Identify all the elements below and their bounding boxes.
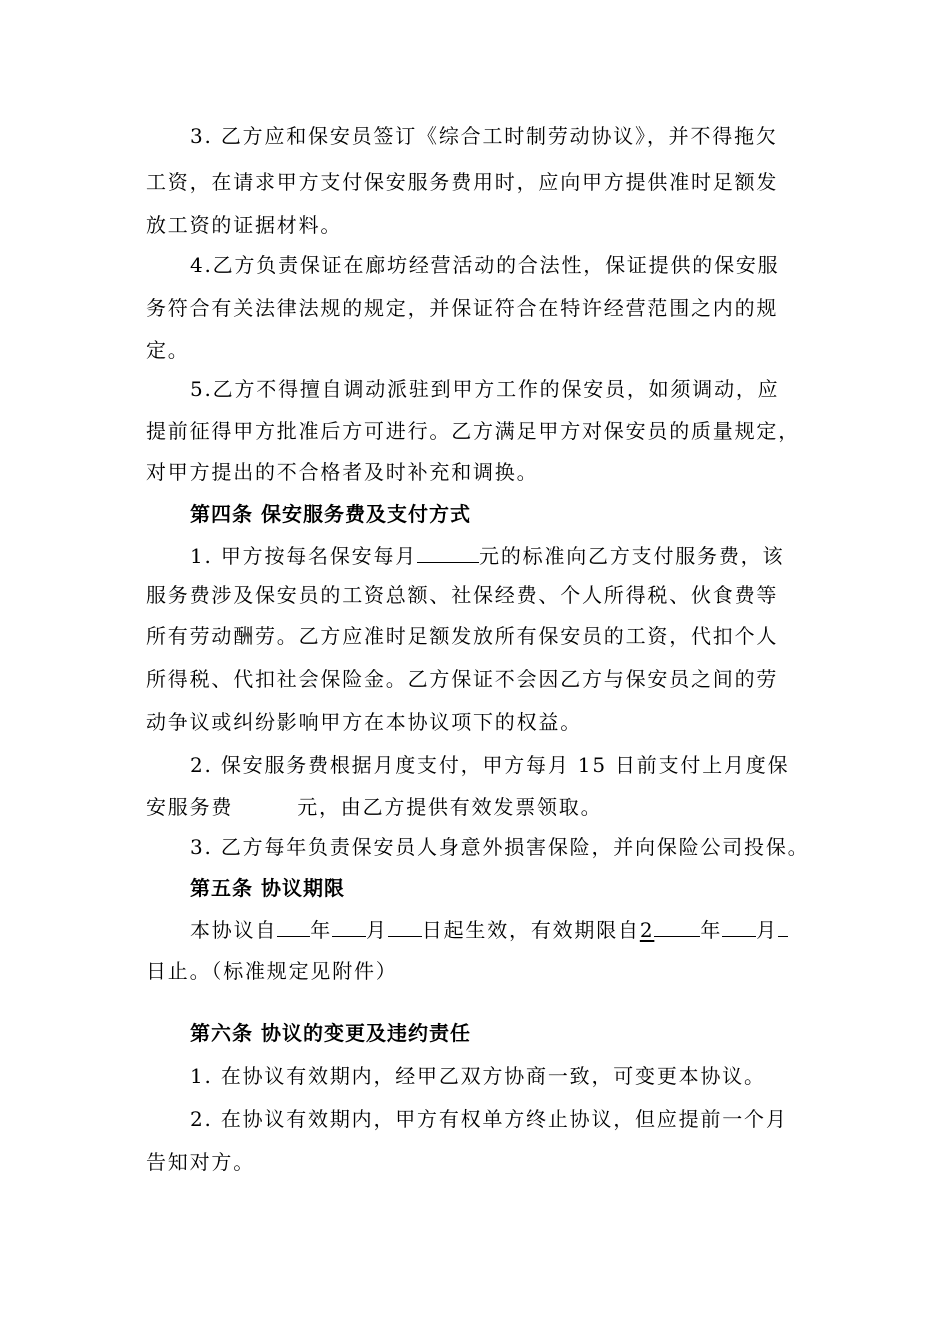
article-4-item-1-line-5: 动争议或纠纷影响甲方在本协议项下的权益。: [146, 710, 582, 734]
article-6-item-2-line-2: 告知对方。: [146, 1150, 255, 1174]
monthly-fee-blank[interactable]: [417, 540, 479, 563]
clause-3-item-5-line-3: 对甲方提出的不合格者及时补充和调换。: [146, 460, 539, 484]
clause-3-item-5-line-1: 5.乙方不得擅自调动派驻到甲方工作的保安员，如须调动，应: [190, 377, 780, 401]
article-6-heading: 第六条 协议的变更及违约责任: [190, 1021, 471, 1045]
article-5-line-1: [190, 914, 788, 944]
clause-3-item-3-line-3: 放工资的证据材料。: [146, 213, 343, 237]
article-5-text-d: 日起生效，有效期限自: [421, 918, 640, 942]
start-day-blank[interactable]: [388, 914, 422, 937]
article-5-text-c: 月: [366, 918, 388, 942]
start-month-blank[interactable]: [332, 914, 366, 937]
article-5-text-b: 年: [310, 918, 333, 942]
article-4-item-2-line-2: [146, 792, 602, 821]
end-year-blank[interactable]: [654, 914, 700, 937]
end-year-value: 2: [639, 918, 655, 942]
clause-3-item-4-line-2: 务符合有关法律法规的规定，并保证符合在特许经营范围之内的规: [146, 296, 779, 320]
article-4-item-3-line-1: 3. 乙方每年负责保安员人身意外损害保险，并向保险公司投保。: [190, 835, 810, 859]
article-5-text-f: 年: [700, 918, 723, 942]
article-5-heading: 第五条 协议期限: [190, 876, 345, 900]
start-year-blank[interactable]: [277, 914, 310, 937]
article-4-item-1-text-a: 1. 甲方按每名保安每月: [190, 544, 418, 568]
article-4-item-2-text-a: 安服务费: [146, 795, 234, 819]
end-day-blank[interactable]: [778, 914, 788, 937]
article-4-item-1-line-2: 服务费涉及保安员的工资总额、社保经费、个人所得税、伙食费等: [146, 583, 779, 607]
clause-3-item-5-line-2: 提前征得甲方批准后方可进行。乙方满足甲方对保安员的质量规定，: [146, 419, 800, 443]
article-4-item-1-line-1: [190, 540, 784, 570]
clause-3-item-3-line-2: 工资，在请求甲方支付保安服务费用时，应向甲方提供准时足额发: [146, 170, 779, 194]
article-4-item-1-text-b: 元的标准向乙方支付服务费，该: [479, 544, 785, 568]
article-4-item-2-line-1: 2. 保安服务费根据月度支付，甲方每月 15 日前支付上月度保: [190, 753, 790, 777]
article-4-item-1-line-4: 所得税、代扣社会保险金。乙方保证不会因乙方与保安员之间的劳: [146, 667, 779, 691]
article-5-line-2: 日止。（标准规定见附件）: [146, 959, 398, 983]
monthly-payment-blank[interactable]: [233, 792, 297, 814]
article-6-item-1: 1. 在协议有效期内，经甲乙双方协商一致，可变更本协议。: [190, 1064, 766, 1088]
clause-3-item-4-line-3: 定。: [146, 338, 190, 362]
clause-3-item-3-line-1: 3. 乙方应和保安员签订《综合工时制劳动协议》，并不得拖欠: [190, 124, 778, 148]
end-month-blank[interactable]: [722, 914, 756, 937]
clause-3-item-4-line-1: 4.乙方负责保证在廊坊经营活动的合法性，保证提供的保安服: [190, 253, 780, 277]
article-5-text-g: 月: [756, 918, 778, 942]
article-5-text-a: 本协议自: [190, 918, 278, 942]
article-4-item-2-text-b: 元，由乙方提供有效发票领取。: [297, 795, 603, 819]
article-4-item-1-line-3: 所有劳动酬劳。乙方应准时足额发放所有保安员的工资，代扣个人: [146, 624, 779, 648]
article-4-heading: 第四条 保安服务费及支付方式: [190, 502, 471, 526]
article-6-item-2-line-1: 2. 在协议有效期内，甲方有权单方终止协议，但应提前一个月: [190, 1107, 788, 1131]
